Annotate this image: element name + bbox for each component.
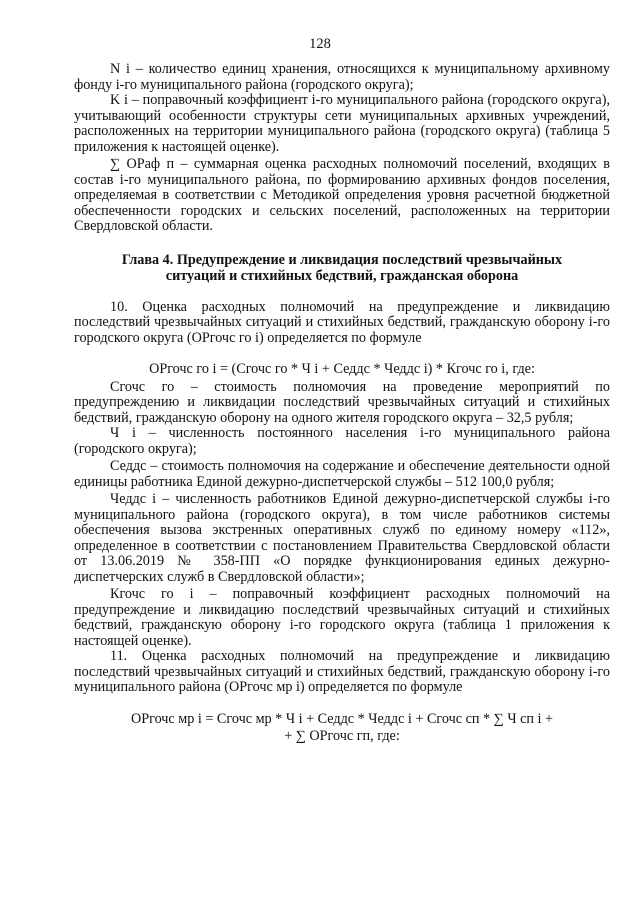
paragraph-ch-i: Ч i – численность постоянного населения i-го муниципального района (городского округа);	[74, 425, 610, 457]
paragraph-s-gochs-go: Сгочс го – стоимость полномочия на проведение мероприятий по предупреждению и ликвидации последствий чрезвычайных ситуаций и стихийных бедствий, гражданскую оборону на одного жителя городского округа – 32,5 рубля;	[74, 378, 610, 426]
paragraph-s-edds: Седдс – стоимость полномочия на содержание и обеспечение деятельности одной единицы работника Единой дежурно-диспетчерской службы – 512 100,0 рубля;	[74, 458, 610, 490]
chapter-heading: Глава 4. Предупреждение и ликвидация последствий чрезвычайных ситуаций и стихийных бедствий, гражданская оборона	[121, 251, 563, 284]
formula-or-gochs-mr-line1: ОРгочс мр i = Сгочс мр * Ч i + Седдс * Чеддс i + Сгочс сп * ∑ Ч сп i +	[130, 710, 554, 727]
paragraph-k-i: K i – поправочный коэффициент i-го муниципального района (городского округа), учитывающий особенности структуры сети муниципальных архивных учреждений, расположенных на территории муниципального района (городского округа) (таблица 5 приложения к настоящей оценке).	[74, 92, 610, 155]
paragraph-item-10: 10. Оценка расходных полномочий на предупреждение и ликвидацию последствий чрезвычайных ситуаций и стихийных бедствий, гражданскую оборону i-го городского округа (ОРгочс го i) определяется по формуле	[74, 298, 610, 346]
formula-or-gochs-go: ОРгочс го i = (Сгочс го * Ч i + Седдс * Чеддс i) * Кгочс го i, где:	[149, 361, 535, 377]
formula-or-gochs-mr-line2: + ∑ ОРгочс гп, где:	[284, 728, 400, 744]
page-body	[74, 62, 610, 745]
paragraph-ch-edds: Чеддс i – численность работников Единой дежурно-диспетчерской службы i-го муниципального района (городского округа), в том числе работников системы обеспечения вызова экстренных оперативных служб по единому номеру «112», определенное в соответствии с постановлением Правительства Свердловской области от 13.06.2019 № 358-ПП «О порядке функционирования единых дежурно-диспетчерских служб в Свердловской области»;	[74, 491, 610, 585]
paragraph-item-11: 11. Оценка расходных полномочий на предупреждение и ликвидацию последствий чрезвычайных ситуаций и стихийных бедствий, гражданскую оборону i-го муниципального района (ОРгочс мр i) определяется по формуле	[74, 648, 610, 695]
paragraph-k-gochs-go: Кгочс го i – поправочный коэффициент расходных полномочий на предупреждение и ликвидацию последствий чрезвычайных ситуаций и стихийных бедствий, гражданскую оборону i-го городского округа (таблица 1 приложения к настоящей оценке).	[74, 586, 610, 649]
paragraph-sum-oraf: ∑ ОРаф п – суммарная оценка расходных полномочий поселений, входящих в состав i-го муниципального района, по формированию архивных фондов поселения, определяемая в соответствии с Методикой определения уровня расчетной бюджетной обеспеченности городских и сельских поселений, расположенных на территории Свердловской области.	[74, 156, 610, 234]
paragraph-n-i: N i – количество единиц хранения, относящихся к муниципальному архивному фонду i-го муниципального района (городского округа);	[74, 61, 610, 93]
page-number: 128	[309, 36, 331, 52]
